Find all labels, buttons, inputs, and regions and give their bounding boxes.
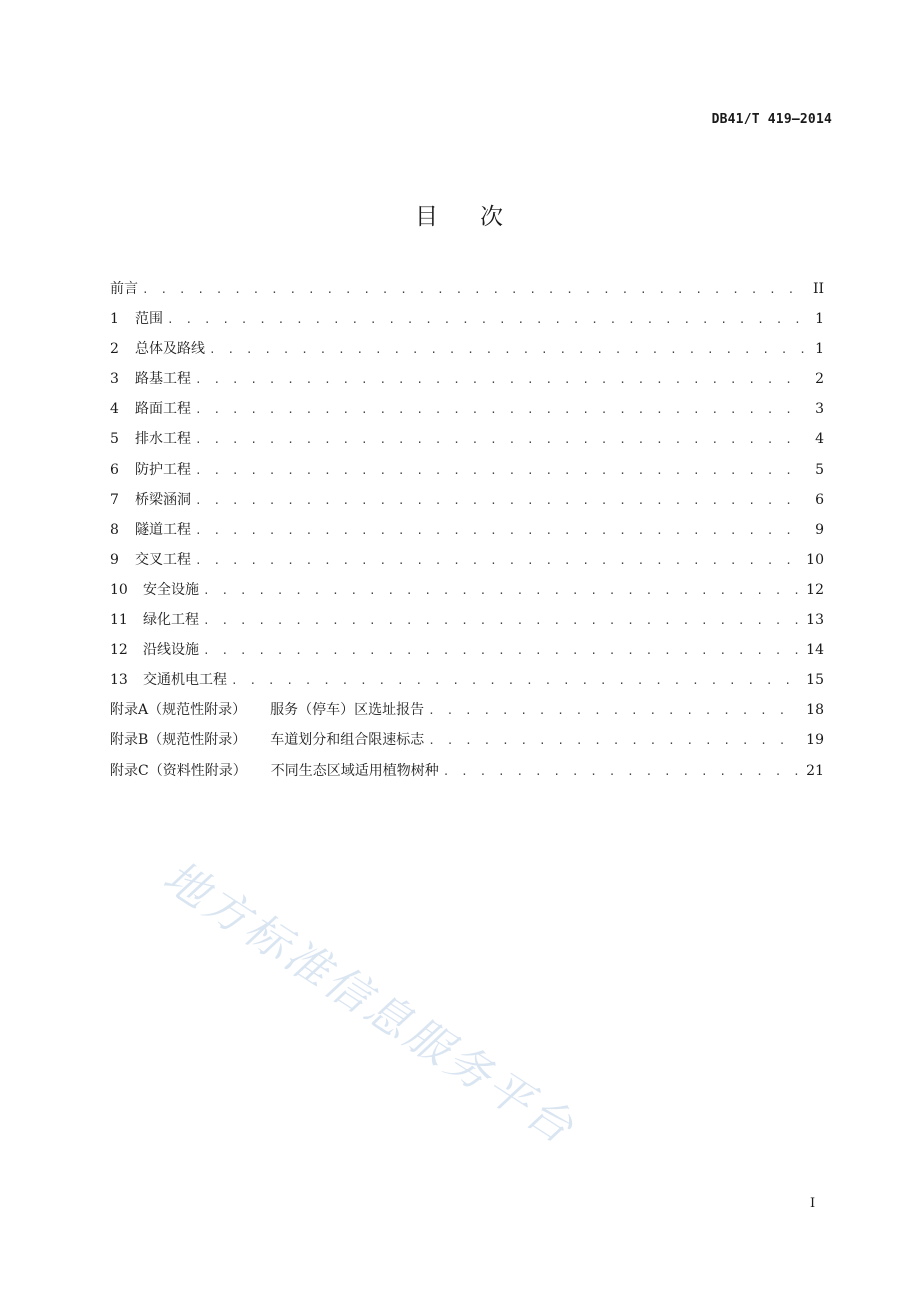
toc-entry[interactable] — [110, 639, 824, 669]
toc-entry[interactable] — [110, 549, 824, 579]
toc-entry-title: 安全设施 — [143, 581, 199, 598]
toc-entry-number: 9 — [110, 551, 119, 568]
toc-entry-title: 前言 — [110, 281, 138, 297]
toc-entry-foreword[interactable] — [110, 278, 824, 308]
toc-entry-title: 防护工程 — [135, 461, 191, 478]
dot-leader — [209, 343, 804, 356]
toc-entry-page: 6 — [815, 491, 824, 508]
toc-entry-appendix-c[interactable] — [110, 760, 824, 790]
toc-entry-page: 9 — [815, 521, 824, 538]
toc-entry-page: 10 — [806, 551, 824, 568]
toc-entry-title: 总体及路线 — [135, 341, 205, 358]
toc-entry[interactable] — [110, 519, 824, 549]
dot-leader — [167, 313, 804, 326]
dot-leader — [195, 494, 804, 507]
toc-entry-number: 11 — [110, 612, 128, 629]
appendix-label: 附录A（规范性附录） — [110, 702, 247, 719]
toc-entry-title: 路基工程 — [135, 371, 191, 388]
dot-leader — [203, 644, 798, 657]
toc-entry-number: 13 — [110, 672, 128, 689]
appendix-title: 车道划分和组合限速标志 — [270, 732, 425, 749]
toc-entry-page: 1 — [815, 341, 824, 358]
title-char-1: 目 — [415, 204, 440, 230]
toc-entry-number: 8 — [110, 521, 119, 538]
dot-leader — [443, 765, 798, 778]
toc-entry-page: 18 — [806, 702, 824, 719]
toc-entry[interactable] — [110, 489, 824, 519]
title-char-2: 次 — [480, 204, 505, 230]
toc-entry-title: 路面工程 — [135, 401, 191, 418]
appendix-title: 不同生态区域适用植物树种 — [270, 762, 439, 779]
toc-entry[interactable] — [110, 459, 824, 489]
toc-entry-title: 沿线设施 — [143, 642, 199, 659]
dot-leader — [428, 704, 798, 717]
toc-entry-title: 交叉工程 — [135, 551, 191, 568]
toc-entry-title: 桥梁涵洞 — [135, 491, 191, 508]
toc-entry[interactable] — [110, 308, 824, 338]
toc-entry-number: 4 — [110, 401, 119, 418]
toc-entry-number: 7 — [110, 491, 119, 508]
dot-leader — [203, 614, 798, 627]
table-of-contents — [110, 278, 824, 790]
toc-entry-number: 10 — [110, 581, 128, 598]
standard-code: DB41/T 419—2014 — [711, 112, 832, 127]
toc-entry-page: 5 — [815, 461, 824, 478]
toc-entry[interactable] — [110, 398, 824, 428]
toc-entry-number: 1 — [110, 311, 119, 328]
dot-leader — [231, 674, 798, 687]
toc-entry-page: 3 — [815, 401, 824, 418]
dot-leader — [195, 433, 804, 446]
toc-entry-title: 范围 — [135, 311, 163, 328]
toc-entry-number: 3 — [110, 371, 119, 388]
toc-entry-page: 14 — [806, 642, 824, 659]
dot-leader — [428, 734, 798, 747]
toc-entry-page: 13 — [806, 612, 824, 629]
page-title — [0, 198, 920, 231]
toc-entry[interactable] — [110, 669, 824, 699]
toc-entry-page: 2 — [815, 371, 824, 388]
appendix-label: 附录C（资料性附录） — [110, 762, 247, 779]
toc-entry-page: 1 — [815, 311, 824, 328]
toc-entry-page: 4 — [815, 431, 824, 448]
footer-page-number: I — [810, 1196, 816, 1211]
toc-entry[interactable] — [110, 368, 824, 398]
toc-entry-number: 6 — [110, 461, 119, 478]
toc-entry[interactable] — [110, 428, 824, 458]
dot-leader — [195, 464, 804, 477]
toc-entry[interactable] — [110, 579, 824, 609]
toc-entry-page: 15 — [806, 672, 824, 689]
toc-entry[interactable] — [110, 338, 824, 368]
toc-entry-page: 12 — [806, 581, 824, 598]
watermark: 地方标准信息服务平台 — [154, 851, 585, 1156]
dot-leader — [203, 584, 798, 597]
toc-entry-title: 交通机电工程 — [143, 672, 227, 689]
dot-leader — [195, 554, 798, 567]
toc-entry[interactable] — [110, 609, 824, 639]
toc-entry-appendix-a[interactable] — [110, 699, 824, 729]
toc-entry-appendix-b[interactable] — [110, 729, 824, 759]
appendix-title: 服务（停车）区选址报告 — [270, 702, 425, 719]
toc-entry-page: 19 — [806, 732, 824, 749]
toc-entry-title: 绿化工程 — [143, 612, 199, 629]
dot-leader — [195, 373, 804, 386]
toc-entry-page: 21 — [806, 762, 824, 779]
dot-leader — [195, 524, 804, 537]
dot-leader — [142, 283, 804, 296]
toc-entry-title: 排水工程 — [135, 431, 191, 448]
toc-entry-title: 隧道工程 — [135, 521, 191, 538]
toc-entry-number: 5 — [110, 431, 119, 448]
toc-entry-page: II — [812, 281, 824, 297]
appendix-label: 附录B（规范性附录） — [110, 732, 247, 749]
dot-leader — [195, 403, 804, 416]
toc-entry-number: 12 — [110, 642, 128, 659]
toc-entry-number: 2 — [110, 341, 119, 358]
